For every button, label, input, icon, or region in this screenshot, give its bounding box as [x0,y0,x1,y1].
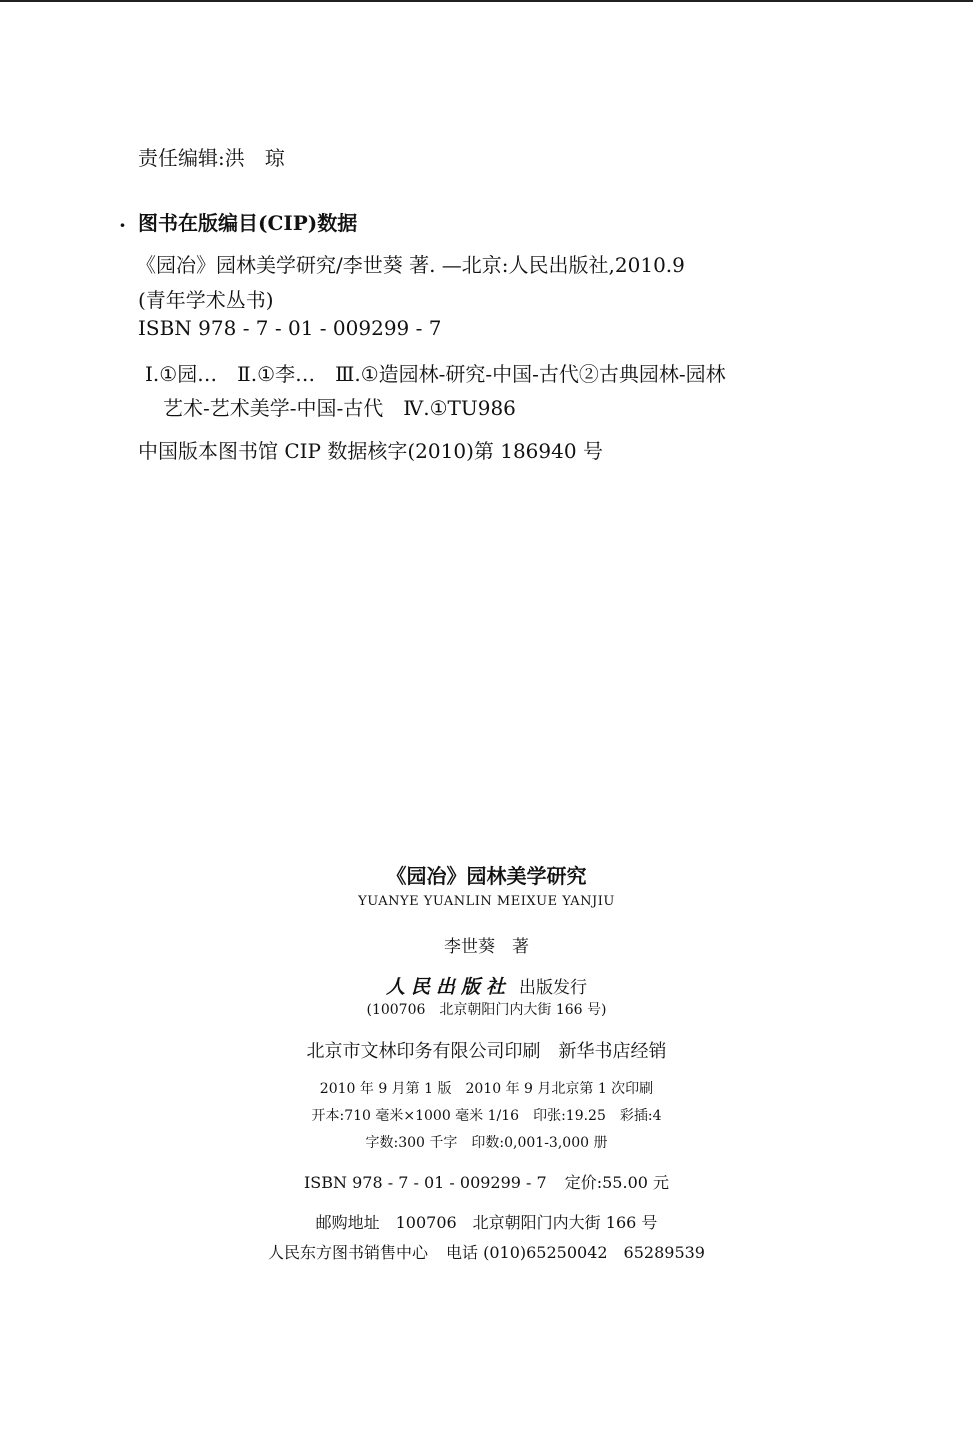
colophon-wordcount: 字数:300 千字 印数:0,001-3,000 册 [365,1135,608,1151]
colophon-title: 《园冶》园林美学研究 [386,864,587,888]
cip-heading: 图书在版编目(CIP)数据 [138,211,358,235]
colophon-isbn-price-line [0,1170,973,1193]
top-border-line [0,0,973,2]
colophon-pinyin-title: YUANYE YUANLIN MEIXUE YANJIU [358,894,615,909]
distributor: 新华书店经销 [558,1041,667,1062]
colophon-format: 开本:710 毫米×1000 毫米 1/16 印张:19.25 彩插:4 [311,1108,662,1124]
colophon-publisher [0,972,973,999]
printer: 北京市文林印务有限公司印刷 [306,1041,541,1062]
colophon-edition: 2010 年 9 月第 1 版 2010 年 9 月北京第 1 次印刷 [319,1081,654,1097]
responsible-editor: 责任编辑:洪 琼 [138,146,285,170]
sales-center: 人民东方图书销售中心 [267,1243,428,1262]
cip-classification-line-2: 艺术-艺术美学-中国-古代 Ⅳ.①TU986 [163,396,516,420]
colophon-printer-line [0,1037,973,1063]
colophon-publisher-address: (100706 北京朝阳门内大街 166 号) [366,1002,607,1018]
publisher-logo: 人民出版社 [385,976,511,998]
cip-classification-line-1: Ⅰ.①园… Ⅱ.①李… Ⅲ.①造园林-研究-中国-古代②古典园林-园林 [145,362,726,386]
cip-isbn: ISBN 978 - 7 - 01 - 009299 - 7 [138,316,442,340]
cip-series: (青年学术丛书) [138,288,274,312]
colophon-mail-order: 邮购地址 100706 北京朝阳门内大街 166 号 [315,1213,658,1232]
cip-bibliographic-line: 《园冶》园林美学研究/李世葵 著. —北京:人民出版社,2010.9 [136,253,685,277]
colophon-isbn: ISBN 978 - 7 - 01 - 009299 - 7 [303,1173,547,1192]
publisher-suffix: 出版发行 [519,978,587,998]
sales-phone: 电话 (010)65250042 65289539 [446,1243,705,1262]
colophon-price: 定价:55.00 元 [564,1173,670,1192]
colophon-author: 李世葵 著 [444,937,529,957]
cip-record-number: 中国版本图书馆 CIP 数据核字(2010)第 186940 号 [138,439,603,463]
bullet-marker: · [119,213,126,237]
colophon-sales-line [0,1240,973,1263]
